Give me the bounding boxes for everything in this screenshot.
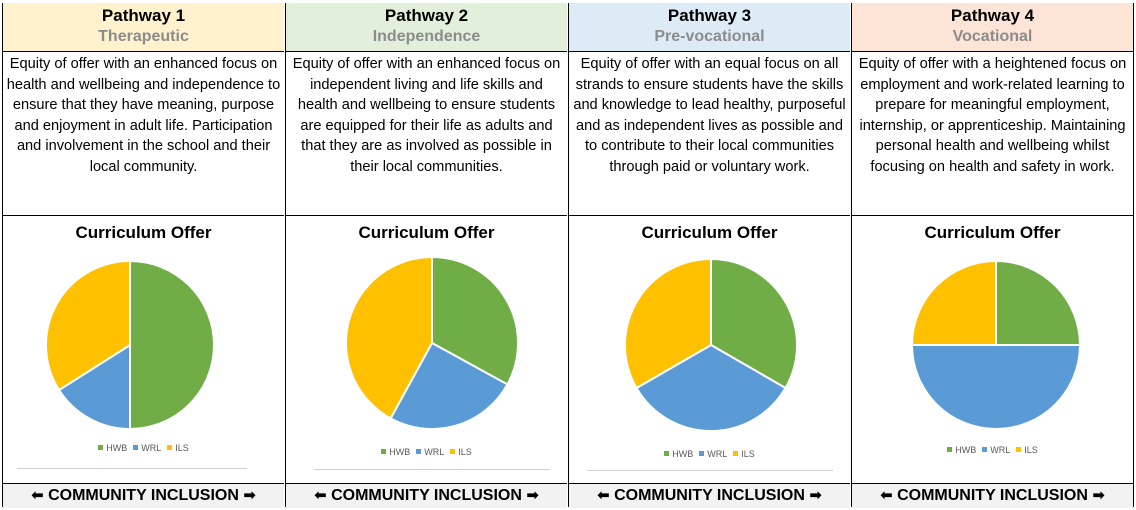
footer-label: COMMUNITY INCLUSION [48, 487, 239, 504]
footer-label: COMMUNITY INCLUSION [331, 487, 522, 504]
pie-chart-panel [569, 215, 850, 484]
pie-chart [286, 216, 567, 484]
pathway-description: Equity of offer with an enhanced focus on health and wellbeing and independence to ensure that they have meaning, purpose and enjoyment in adult life. Participation and involvement in the school and their local community. [3, 51, 284, 215]
legend-item-wrl [416, 447, 444, 457]
pathway-column [569, 3, 850, 507]
legend-item-wrl [133, 443, 161, 453]
pie-chart-panel [286, 215, 567, 484]
left-arrow-icon: ⬅ [31, 487, 44, 504]
legend-item-wrl [699, 449, 727, 459]
pathway-description: Equity of offer with an equal focus on all strands to ensure students have the skills and knowledge to lead healthy, purposeful and as independent lives as possible and to contribute to their local communities through paid or voluntary work. [569, 51, 850, 215]
pathways-table [3, 3, 1133, 507]
legend-label: HWB [672, 449, 694, 459]
legend-label: ILS [1024, 445, 1038, 455]
legend-label: WRL [707, 449, 728, 459]
table-border [1133, 3, 1134, 507]
legend-label: WRL [141, 443, 162, 453]
pathway-subtitle: Independence [372, 28, 481, 45]
footer-label: COMMUNITY INCLUSION [614, 487, 805, 504]
pathway-subtitle: Pre-vocational [654, 28, 765, 45]
pathway-title: Pathway 1 [101, 6, 186, 25]
divider [587, 470, 833, 471]
legend-swatch [699, 451, 704, 456]
chart-legend [3, 443, 284, 453]
legend-item-wrl [982, 445, 1010, 455]
legend-label: WRL [990, 445, 1011, 455]
legend-item-hwb [98, 443, 127, 453]
legend-item-hwb [381, 447, 410, 457]
legend-swatch [416, 449, 421, 454]
pathway-header [3, 3, 284, 51]
legend-swatch [1016, 447, 1021, 452]
chart-title: Curriculum Offer [75, 223, 212, 242]
community-inclusion-banner [569, 483, 850, 508]
pathway-column [852, 3, 1133, 507]
right-arrow-icon: ➡ [526, 487, 539, 504]
table-border [285, 3, 286, 507]
chart-legend [569, 449, 850, 459]
legend-label: HWB [955, 445, 977, 455]
legend-swatch [133, 445, 138, 450]
community-inclusion-banner [852, 483, 1133, 508]
pathway-title: Pathway 2 [384, 6, 469, 25]
legend-item-hwb [664, 449, 693, 459]
legend-swatch [733, 451, 738, 456]
legend-label: ILS [458, 447, 472, 457]
right-arrow-icon: ➡ [1092, 487, 1105, 504]
divider [314, 469, 550, 470]
legend-swatch [381, 449, 386, 454]
pathway-header [569, 3, 850, 51]
legend-swatch [167, 445, 172, 450]
legend-item-ils [733, 449, 755, 459]
pathway-header [852, 3, 1133, 51]
divider [17, 468, 247, 469]
pie-chart [569, 216, 850, 484]
pie-chart-panel [852, 215, 1133, 484]
pie-chart-panel [3, 215, 284, 484]
table-border [2, 3, 3, 507]
legend-label: ILS [741, 449, 755, 459]
legend-swatch [98, 445, 103, 450]
pathway-title: Pathway 4 [950, 6, 1035, 25]
pathway-subtitle: Therapeutic [98, 28, 189, 45]
left-arrow-icon: ⬅ [880, 487, 893, 504]
pathway-header [286, 3, 567, 51]
community-inclusion-banner [286, 483, 567, 508]
pie-chart [852, 216, 1133, 484]
pie-slice-hwb [996, 261, 1080, 345]
left-arrow-icon: ⬅ [597, 487, 610, 504]
legend-swatch [450, 449, 455, 454]
pathway-column [3, 3, 284, 507]
right-arrow-icon: ➡ [809, 487, 822, 504]
chart-title: Curriculum Offer [641, 223, 778, 242]
legend-swatch [664, 451, 669, 456]
chart-title: Curriculum Offer [358, 223, 495, 242]
right-arrow-icon: ➡ [243, 487, 256, 504]
legend-label: HWB [106, 443, 128, 453]
legend-item-ils [450, 447, 472, 457]
chart-legend [286, 447, 567, 457]
pathway-column [286, 3, 567, 507]
pie-slice-hwb [130, 261, 214, 429]
legend-label: ILS [175, 443, 189, 453]
chart-title: Curriculum Offer [924, 223, 1061, 242]
pathway-description: Equity of offer with an enhanced focus on independent living and life skills and health and wellbeing to ensure students are equipped for their life as adults and that they are as involved as possible in their local communities. [286, 51, 567, 215]
pie-slice-wrl [912, 345, 1080, 429]
pathway-title: Pathway 3 [667, 6, 752, 25]
table-border [568, 3, 569, 507]
legend-label: HWB [389, 447, 411, 457]
legend-swatch [982, 447, 987, 452]
legend-swatch [947, 447, 952, 452]
pathway-description: Equity of offer with a heightened focus on employment and work-related learning to prepare for meaningful employment, internship, or apprenticeship. Maintaining personal health and wellbeing whilst focusing on health and safety in work. [852, 51, 1133, 215]
chart-legend [852, 445, 1133, 455]
legend-label: WRL [424, 447, 445, 457]
legend-item-ils [167, 443, 189, 453]
legend-item-ils [1016, 445, 1038, 455]
left-arrow-icon: ⬅ [314, 487, 327, 504]
community-inclusion-banner [3, 483, 284, 508]
pathway-subtitle: Vocational [952, 28, 1033, 45]
legend-item-hwb [947, 445, 976, 455]
footer-label: COMMUNITY INCLUSION [897, 487, 1088, 504]
pie-slice-ils [912, 261, 996, 345]
table-border [851, 3, 852, 507]
